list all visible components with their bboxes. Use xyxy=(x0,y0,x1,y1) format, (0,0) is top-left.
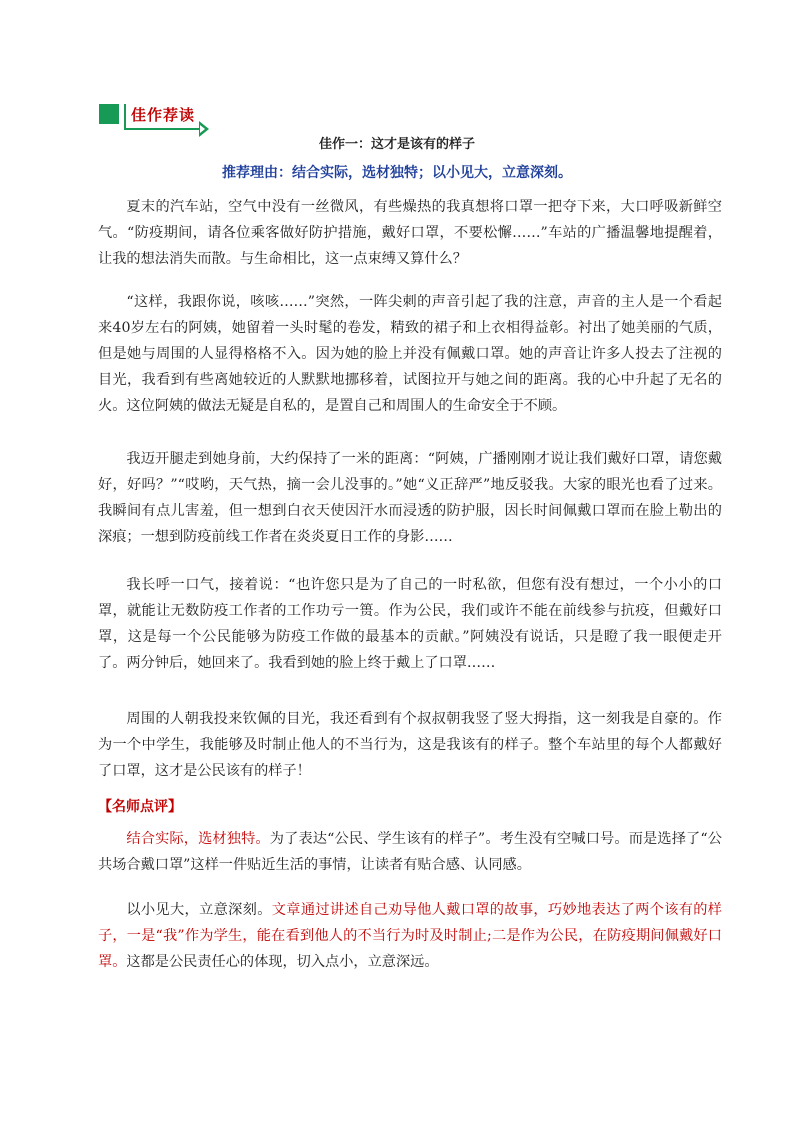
green-square-icon xyxy=(99,104,119,124)
comment-lead: 以小见大，立意深刻。 xyxy=(126,902,272,918)
header-divider xyxy=(124,104,126,130)
comment-highlight: 文章通过讲述自己劝导他人戴口罩的故事，巧妙地表达了两个该有的样子，一是“我”作为学生，能在看到他人的不当行为时及时制止;二是作为公民，在防疫期间佩戴好口罩。 xyxy=(98,902,722,970)
section-title: 佳作荐读 xyxy=(131,106,196,124)
comment-paragraph xyxy=(98,897,722,975)
section-header xyxy=(99,104,211,136)
comment-text: 这都是公民责任心的体现，切入点小，立意深远。 xyxy=(126,954,439,970)
essay-paragraph: 周围的人朝我投来钦佩的目光，我还看到有个叔叔朝我竖了竖大拇指，这一刻我是自豪的。作为一个中学生，我能够及时制止他人的不当行为，这是我该有的样子。整个车站里的每个人都戴好了口罩，这才是公民该有的样子！ xyxy=(98,711,722,779)
essay-paragraph: 我迈开腿走到她身前，大约保持了一米的距离：“阿姨，广播刚刚才说让我们戴好口罩，请您戴好，好吗？”“哎哟，天气热，摘一会儿没事的。”她“义正辞严”地反驳我。大家的眼光也看了过来。我瞬间有点儿害羞，但一想到白衣天使因汗水而浸透的防护服，因长时间佩戴口罩而在脸上勒出的深痕；一想到防疫前线工作者在炎炎夏日工作的身影…… xyxy=(98,451,722,545)
comment-paragraph xyxy=(98,826,722,878)
comment-text: 为了表达“公民、学生该有的样子”。考生没有空喊口号。而是选择了“公共场合戴口罩”这样一件贴近生活的事情，让读者有贴合感、认同感。 xyxy=(98,831,722,873)
essay-paragraph: “这样，我跟你说，咳咳……”突然，一阵尖刺的声音引起了我的注意，声音的主人是一个看起来40岁左右的阿姨，她留着一头时髦的卷发，精致的裙子和上衣相得益彰。衬出了她美丽的气质，但是她与周围的人显得格格不入。因为她的脸上并没有佩戴口罩。她的声音让许多人投去了注视的目光，我看到有些离她较近的人默默地挪移着，试图拉开与她之间的距离。我的心中升起了无名的火。这位阿姨的做法无疑是自私的，是置自己和周围人的生命安全于不顾。 xyxy=(98,294,722,414)
header-underline xyxy=(124,128,204,130)
essay-paragraph: 夏末的汽车站，空气中没有一丝微风，有些燥热的我真想将口罩一把夺下来，大口呼吸新鲜空气。“防疫期间，请各位乘客做好防护措施，戴好口罩，不要松懈……”车站的广播温馨地提醒着，让我的想法消失而散。与生命相比，这一点束缚又算什么？ xyxy=(98,199,722,267)
essay-title: 佳作一：这才是该有的样子 xyxy=(318,137,475,152)
comment-label: 【名师点评】 xyxy=(98,799,182,815)
comment-lead: 结合实际，选材独特。 xyxy=(126,831,270,847)
essay-paragraph: 我长呼一口气，接着说：“也许您只是为了自己的一时私欲，但您有没有想过，一个小小的口罩，就能让无数防疫工作者的工作功亏一篑。作为公民，我们或许不能在前线参与抗疫，但戴好口罩，这是每一个公民能够为防疫工作做的最基本的贡献。”阿姨没有说话，只是瞪了我一眼便走开了。两分钟后，她回来了。我看到她的脸上终于戴上了口罩…… xyxy=(98,577,722,671)
recommend-reason: 推荐理由：结合实际，选材独特；以小见大，立意深刻。 xyxy=(222,165,572,181)
